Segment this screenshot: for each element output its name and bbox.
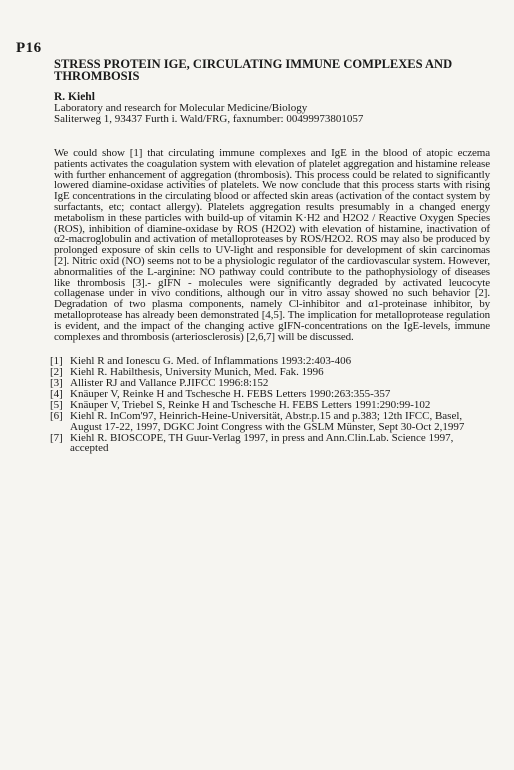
reference-text: Kiehl R. Habilthesis, University Munich, Med. Fak. 1996: [70, 366, 324, 379]
reference-item: [50, 411, 490, 432]
reference-item: [50, 367, 490, 378]
reference-text: Kiehl R and Ionescu G. Med. of Inflammations 1993:2:403-406: [70, 355, 352, 368]
reference-number: [6]: [50, 410, 63, 423]
reference-number: [2]: [50, 366, 63, 379]
reference-item: [50, 433, 490, 454]
paper-title: STRESS PROTEIN IGE, CIRCULATING IMMUNE COMPLEXES AND THROMBOSIS: [54, 57, 453, 83]
abstract-text: We could show [1] that circulating immune complexes and IgE in the blood of atopic eczema patients activates the coagulation system with elevation of platelet aggregation and histamine release with further enhancement of aggregation (thrombosis). This process could be related to significantly lowered diamine-oxidase activities of platelets. We now conclude that this process starts with rising IgE concentrations in the circulating blood or affected skin areas (activation of the contact system by surfactants, etc; contact allergy). Platelets aggregation results presumably in a changed energy metabolism in these particles with build-up of vitamin K·H2 and H2O2 / Reactive Oxygen Species (ROS), inhibition of diamine-oxidase by ROS (H2O2) with elevation of histamine, inactivation of α2-macroglobulin and activation of metalloproteases by ROS/H2O2. ROS may also be produced by prolonged exposure of skin cells to UV-light and responsible for development of skin carcinomas [2]. Nitric oxid (NO) seems not to be a physiologic regulator of the cardiovascular system. However, abnormalities of the L-arginine: NO pathway could contribute to the pathophysiology of diseases like thrombosis [3].- gIFN - molecules were significantly degraded by activated leucocyte collagenase under in vivo conditions, although our in vitro assay showed no such behavior [2]. Degradation of two plasma components, namely Cl-inhibitor and α1-proteinase inhibitor, by metalloprotease has already been demonstrated [4,5]. The implication for metalloprotease regulation is evident, and the impact of the changing active gIFN-concentrations on the IgE-levels, immune complexes and thrombosis (arteriosclerosis) [2,6,7] will be discussed.: [54, 147, 490, 343]
page-number: P16: [16, 40, 42, 56]
reference-item: [50, 400, 490, 411]
reference-text: Knäuper V, Triebel S, Reinke H and Tschesche H. FEBS Letters 1991:290:99-102: [70, 399, 431, 412]
reference-text: Knäuper V, Reinke H and Tschesche H. FEBS Letters 1990:263:355-357: [70, 388, 391, 401]
reference-text: Kiehl R. BIOSCOPE, TH Guur-Verlag 1997, in press and Ann.Clin.Lab. Science 1997, accepted: [70, 431, 454, 455]
reference-number: [5]: [50, 399, 63, 412]
reference-item: [50, 378, 490, 389]
reference-text: Allister RJ and Vallance P.JIFCC 1996:8:152: [70, 377, 269, 390]
reference-item: [50, 389, 490, 400]
reference-text: Kiehl R. InCom'97, Heinrich-Heine-Universität, Abstr.p.15 and p.383; 12th IFCC, Basel, August 17-22, 1997, DGKC Joint Congress with the GSLM Münster, Sept 30-Oct 2,1997: [70, 410, 465, 433]
abstract-content: [50, 58, 490, 454]
reference-number: [1]: [50, 355, 63, 368]
reference-number: [3]: [50, 377, 63, 390]
reference-number: [7]: [50, 431, 63, 444]
affiliation-line-2: Saliterweg 1, 93437 Furth i. Wald/FRG, faxnumber: 00499973801057: [54, 113, 364, 125]
reference-number: [4]: [50, 388, 63, 401]
author-name: R. Kiehl: [54, 91, 95, 103]
affiliation-line-1: Laboratory and research for Molecular Medicine/Biology: [54, 102, 308, 114]
reference-item: [50, 356, 490, 367]
reference-list: [50, 356, 490, 454]
